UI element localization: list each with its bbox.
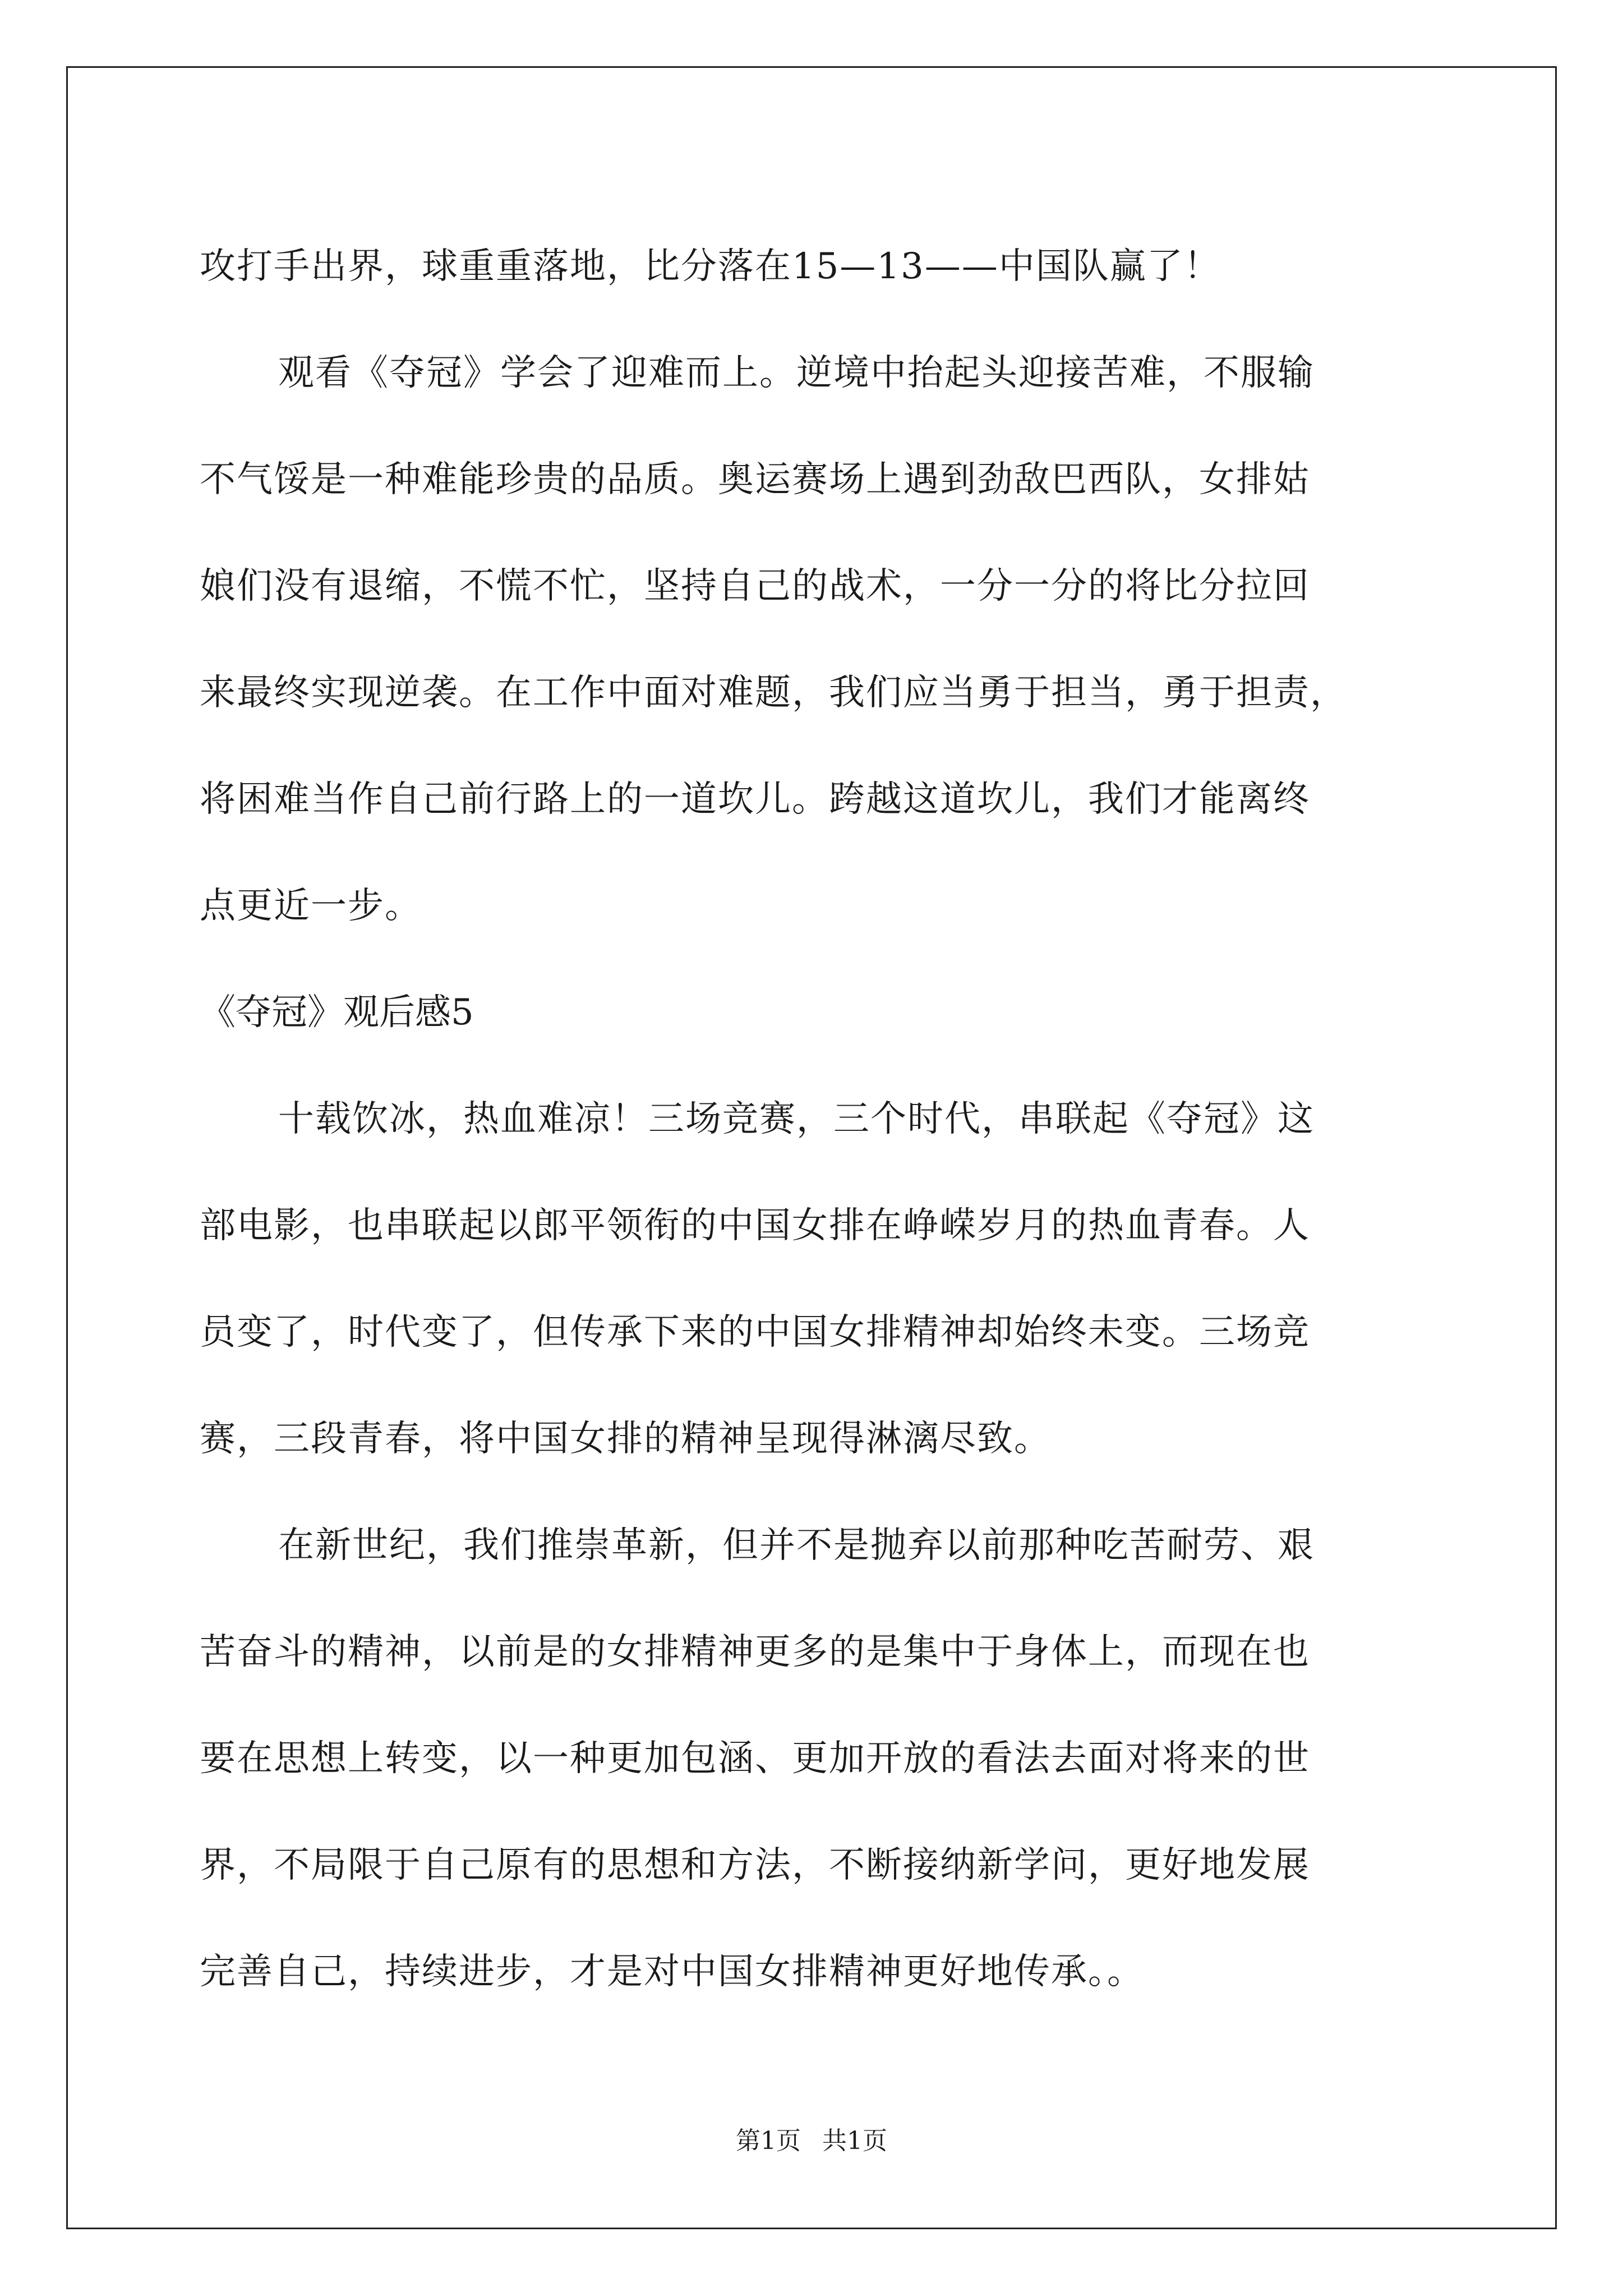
- text-line-13: 苦奋斗的精神，以前是的女排精神更多的是集中于身体上，而现在也: [200, 1631, 1310, 1673]
- text-line-6: 将困难当作自己前行路上的一道坎儿。跨越这道坎儿，我们才能离终: [200, 779, 1310, 820]
- text-line-7: 点更近一步。: [200, 885, 422, 927]
- document-body: [200, 213, 1466, 2025]
- section-heading: 《夺冠》观后感5: [200, 992, 474, 1033]
- page-number: 第1页: [736, 2127, 801, 2155]
- text-line-16: 完善自己，持续进步，才是对中国女排精神更好地传承。。: [200, 1951, 1144, 1993]
- text-line-11: 赛，三段青春，将中国女排的精神呈现得淋漓尽致。: [200, 1418, 1051, 1460]
- text-line-12: 在新世纪，我们推崇革新，但并不是抛弃以前那种吃苦耐劳、艰: [278, 1525, 1315, 1566]
- text-line-15: 界，不局限于自己原有的思想和方法，不断接纳新学问，更好地发展: [200, 1844, 1310, 1886]
- text-line-14: 要在思想上转变，以一种更加包涵、更加开放的看法去面对将来的世: [200, 1738, 1310, 1779]
- text-line-4: 娘们没有退缩，不慌不忙，坚持自己的战术，一分一分的将比分拉回: [200, 565, 1310, 607]
- page-total: 共1页: [822, 2127, 887, 2155]
- text-line-5: 来最终实现逆袭。在工作中面对难题，我们应当勇于担当，勇于担责，: [200, 672, 1347, 714]
- text-line-10: 员变了，时代变了，但传承下来的中国女排精神却始终未变。三场竞: [200, 1312, 1310, 1353]
- text-line-8: 十载饮冰，热血难凉！三场竞赛，三个时代，串联起《夺冠》这: [278, 1098, 1315, 1140]
- text-line-2: 观看《夺冠》学会了迎难而上。逆境中抬起头迎接苦难，不服输: [278, 352, 1315, 394]
- text-line-3: 不气馁是一种难能珍贵的品质。奥运赛场上遇到劲敌巴西队，女排姑: [200, 459, 1310, 500]
- text-line-9: 部电影，也串联起以郎平领衔的中国女排在峥嵘岁月的热血青春。人: [200, 1205, 1310, 1246]
- text-line-1: 攻打手出界，球重重落地，比分落在15—13——中国队赢了！: [200, 246, 1221, 287]
- page-footer: [0, 2120, 1623, 2156]
